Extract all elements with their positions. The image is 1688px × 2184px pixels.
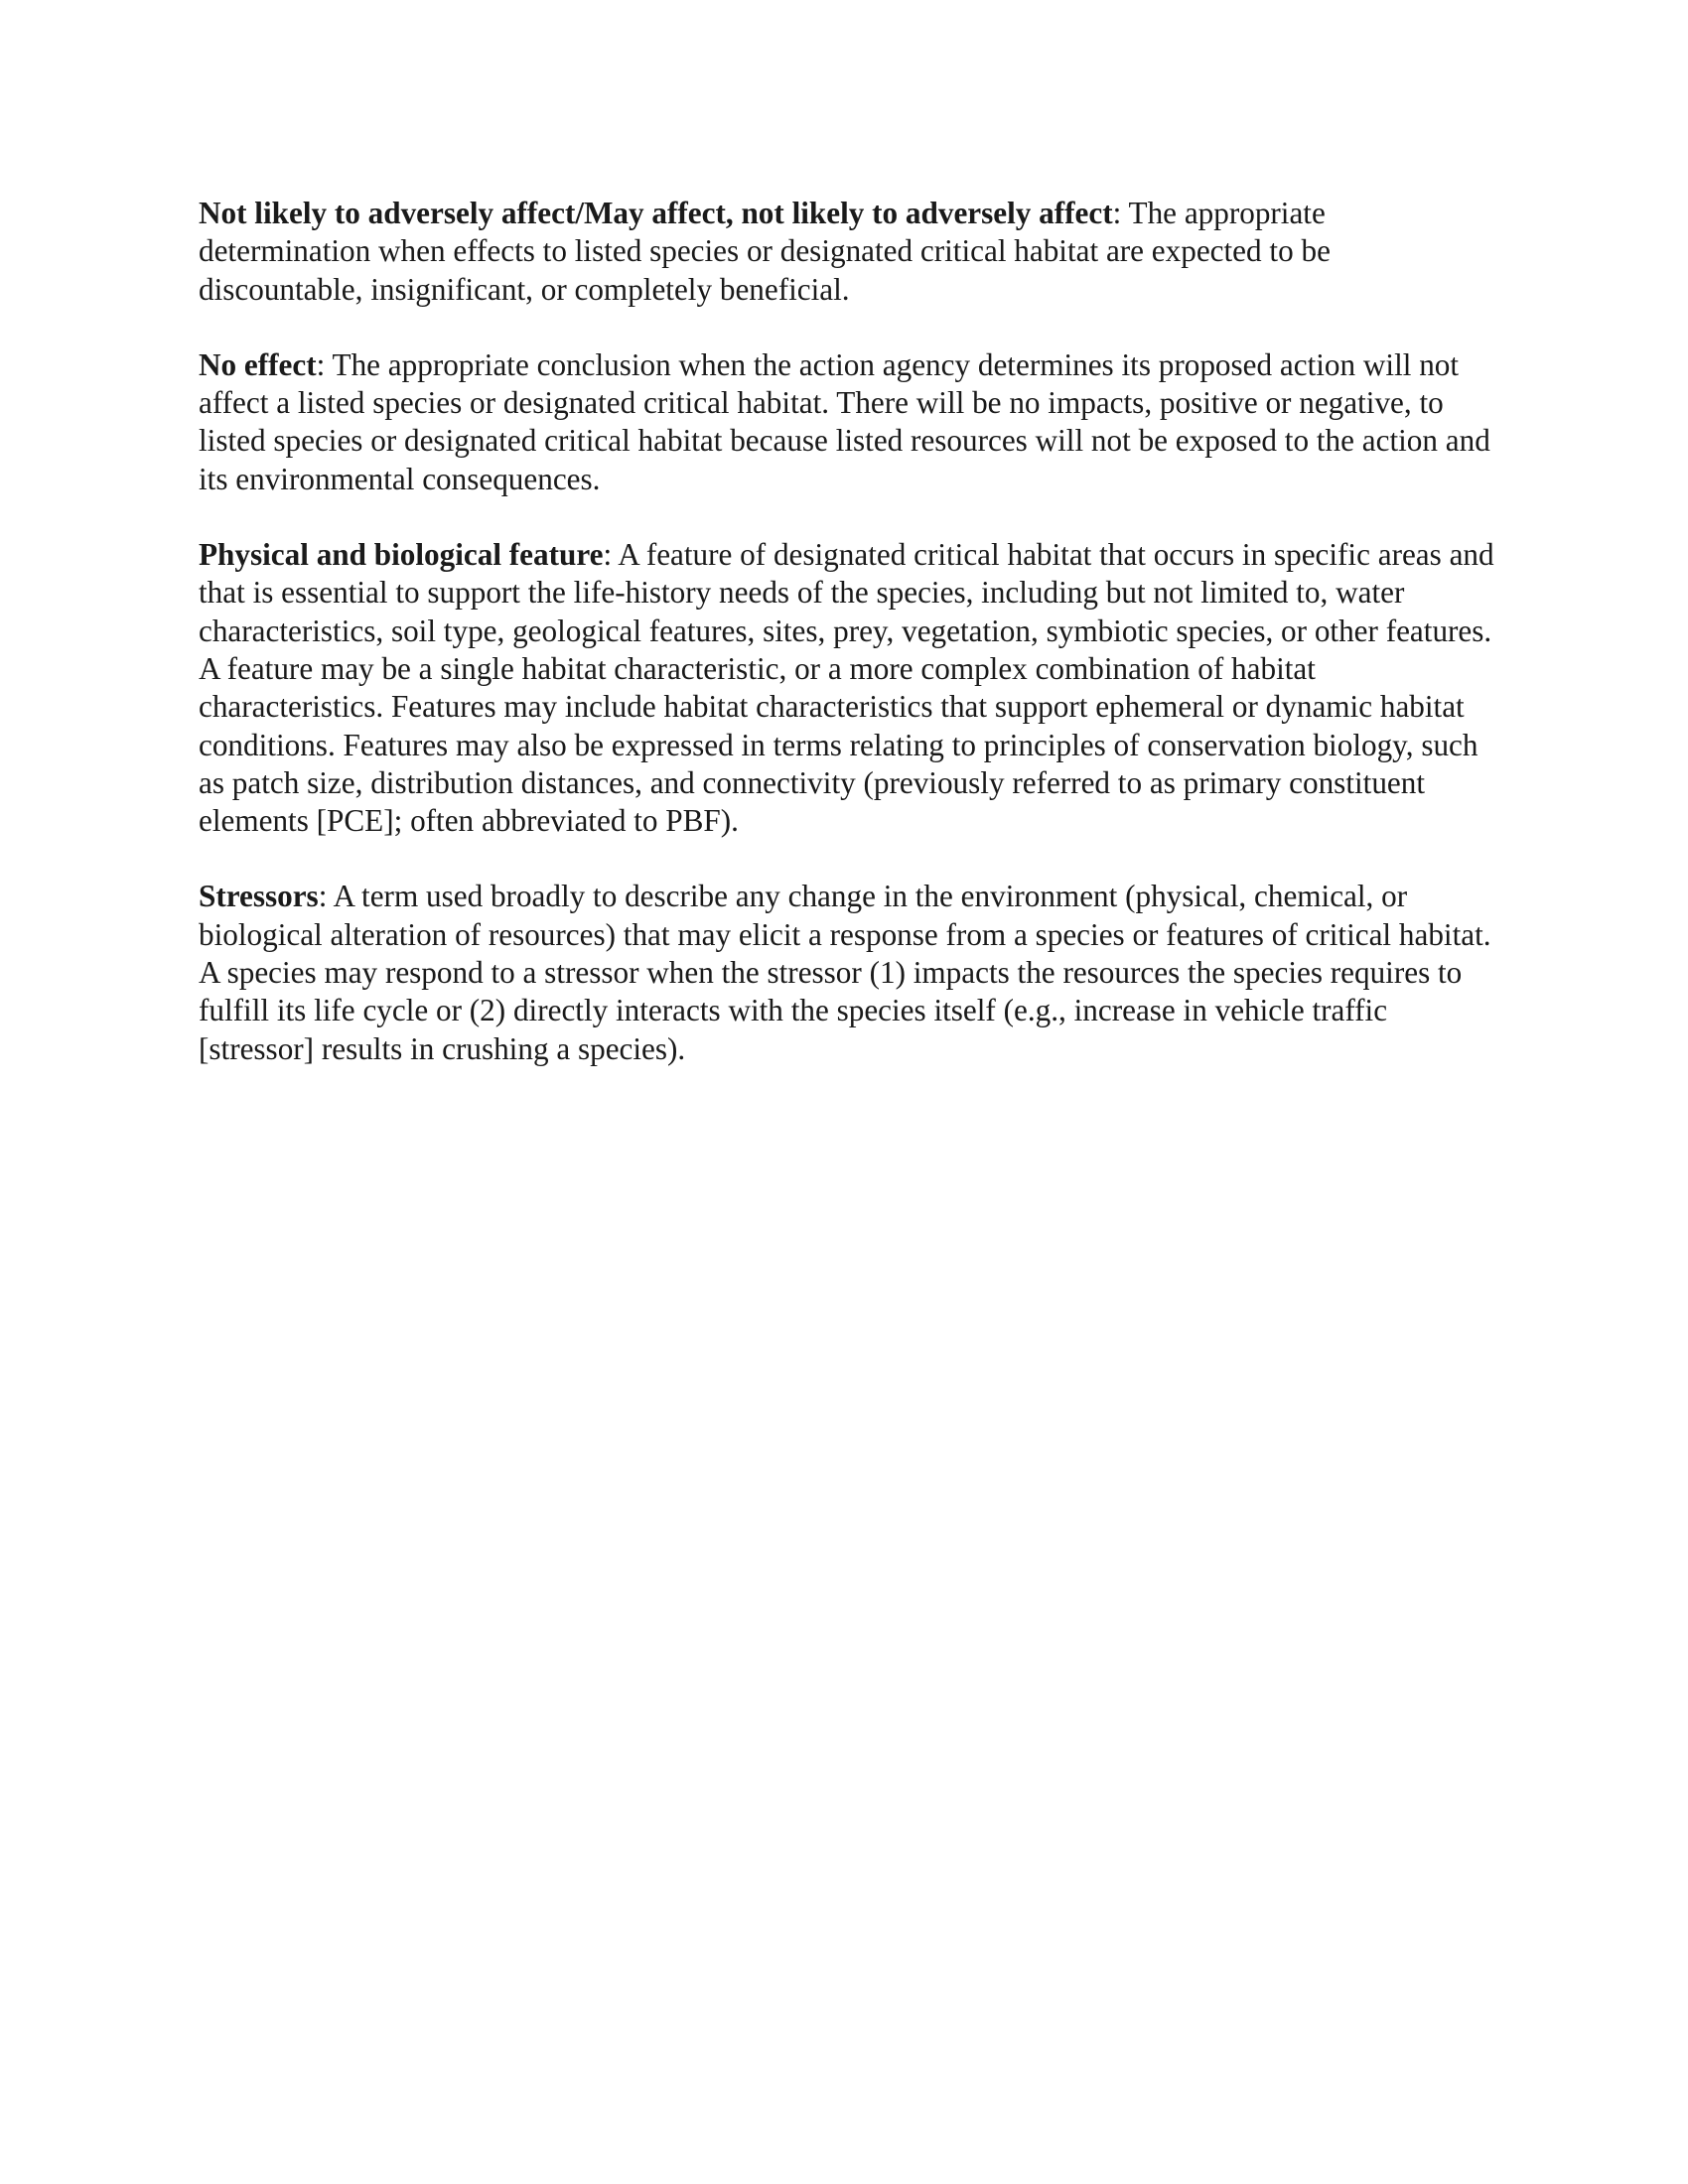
definition-physical-biological-feature (199, 536, 1494, 840)
definition-separator: : (318, 879, 334, 914)
definition-text: The appropriate determination when effects to listed species or designated critical habitat are expected to be discountable, insignificant, or completely beneficial. (199, 196, 1331, 307)
definition-text: A feature of designated critical habitat that occurs in specific areas and that is essential to support the life-history needs of the species, including but not limited to, water characteristics, soil type, geological features, sites, prey, vegetation, symbiotic species, or other features. A feature may be a single habitat characteristic, or a more complex combination of habitat characteristics. Features may include habitat characteristics that support ephemeral or dynamic habitat conditions. Features may also be expressed in terms relating to principles of conservation biology, such as patch size, distribution distances, and connectivity (previously referred to as primary constituent elements [PCE]; often abbreviated to PBF). (199, 537, 1494, 839)
definition-term: No effect (199, 346, 317, 382)
definition-term: Not likely to adversely affect/May affect, not likely to adversely affect (199, 196, 1113, 230)
definition-text: A term used broadly to describe any change in the environment (physical, chemical, or biological alteration of resources) that may elicit a response from a species or features of critical habitat. A species may respond to a stressor when the stressor (1) impacts the resources the species requires to fulfill its life cycle or (2) directly interacts with the species itself (e.g., increase in vehicle traffic [stressor] results in crushing a species). (199, 879, 1491, 1066)
definition-separator: : (603, 537, 619, 573)
definition-term: Stressors (199, 879, 319, 914)
definition-separator: : (1112, 196, 1129, 230)
definition-nlaa (199, 195, 1494, 309)
definition-term: Physical and biological feature (199, 537, 604, 573)
definitions-list (199, 195, 1494, 1106)
definition-text: The appropriate conclusion when the action agency determines its proposed action will not affect a listed species or designated critical habitat. There will be no impacts, positive or negative, to listed species or designated critical habitat because listed resources will not be exposed to the action and its environmental consequences. (199, 346, 1490, 496)
definition-stressors (199, 878, 1494, 1067)
definition-separator: : (316, 346, 333, 382)
definition-no-effect (199, 346, 1494, 498)
